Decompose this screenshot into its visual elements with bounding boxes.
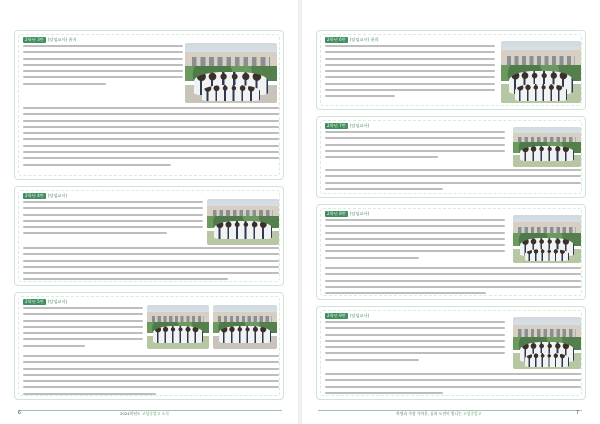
text-line bbox=[325, 83, 495, 85]
text-line bbox=[325, 250, 505, 252]
text-line bbox=[23, 64, 183, 66]
class-label: 2학년 7반 bbox=[327, 123, 346, 128]
class-label: 2학년 4반 bbox=[25, 193, 44, 198]
article-text bbox=[23, 247, 279, 285]
text-line bbox=[23, 113, 279, 115]
class-photo bbox=[501, 41, 581, 103]
text-line bbox=[23, 145, 279, 147]
section-tag bbox=[23, 299, 67, 305]
text-line bbox=[23, 157, 279, 159]
text-line bbox=[23, 164, 171, 166]
article-text bbox=[23, 45, 183, 95]
section-tag bbox=[325, 211, 369, 217]
class-card-1 bbox=[14, 30, 284, 180]
text-line bbox=[23, 220, 203, 222]
class-photo bbox=[213, 305, 277, 349]
text-line bbox=[325, 182, 581, 184]
text-line bbox=[325, 51, 495, 53]
text-line bbox=[23, 247, 279, 249]
class-photo bbox=[513, 317, 581, 369]
text-line bbox=[325, 225, 505, 227]
article-text bbox=[325, 169, 581, 195]
text-line bbox=[325, 373, 581, 375]
class-photo bbox=[185, 43, 277, 103]
text-line bbox=[23, 386, 279, 388]
page-footer bbox=[0, 410, 300, 418]
text-line bbox=[23, 320, 143, 322]
text-line bbox=[23, 138, 279, 140]
text-line bbox=[325, 321, 505, 323]
text-line bbox=[325, 273, 581, 275]
class-card-2 bbox=[14, 186, 284, 286]
text-line bbox=[325, 379, 581, 381]
class-card-3 bbox=[14, 292, 284, 400]
text-line bbox=[325, 267, 581, 269]
class-label: 2학년 3반 bbox=[25, 37, 44, 42]
text-line bbox=[23, 260, 279, 262]
text-line bbox=[325, 257, 419, 259]
text-line bbox=[23, 393, 156, 395]
article-text bbox=[325, 267, 581, 297]
text-line bbox=[23, 332, 143, 334]
section-tag bbox=[325, 313, 369, 319]
text-line bbox=[23, 368, 279, 370]
text-line bbox=[23, 278, 228, 280]
text-line bbox=[325, 76, 495, 78]
page-footer bbox=[300, 410, 600, 418]
text-line bbox=[23, 126, 279, 128]
article-text bbox=[23, 307, 143, 351]
text-line bbox=[23, 326, 143, 328]
article-text bbox=[325, 321, 505, 365]
publication-highlight: 고성중앙고 bbox=[463, 411, 482, 416]
text-line bbox=[23, 272, 279, 274]
text-line bbox=[23, 107, 279, 109]
class-label: 2학년 5반 bbox=[25, 299, 44, 304]
teacher-label: (담임교사) bbox=[349, 313, 370, 318]
text-line bbox=[23, 151, 279, 153]
text-line bbox=[325, 175, 581, 177]
teacher-label: (담임교사) 윤지 bbox=[47, 37, 77, 42]
class-photo bbox=[207, 199, 279, 245]
text-line bbox=[325, 144, 505, 146]
class-card-5 bbox=[316, 116, 586, 198]
text-line bbox=[325, 137, 505, 139]
publication-name bbox=[396, 411, 481, 417]
teacher-label: (담임교사) bbox=[47, 193, 68, 198]
text-line bbox=[325, 244, 505, 246]
teacher-label: (담임교사) bbox=[47, 299, 68, 304]
teacher-label: (담임교사) bbox=[349, 211, 370, 216]
text-line bbox=[325, 352, 505, 354]
text-line bbox=[325, 286, 581, 288]
class-label: 2학년 9반 bbox=[327, 313, 346, 318]
publication-name bbox=[120, 411, 169, 417]
text-line bbox=[23, 201, 203, 203]
publication-prefix: 학생과 가장 가까운, 꿈과 도전이 빛나는 bbox=[396, 411, 464, 416]
article-text bbox=[325, 45, 495, 105]
text-line bbox=[325, 346, 505, 348]
text-line bbox=[325, 238, 505, 240]
text-line bbox=[23, 232, 167, 234]
text-line bbox=[23, 266, 279, 268]
text-line bbox=[23, 45, 183, 47]
text-line bbox=[23, 70, 183, 72]
class-card-6 bbox=[316, 204, 586, 300]
teacher-label: (담임교사) 윤희 bbox=[349, 37, 379, 42]
section-tag bbox=[325, 37, 379, 43]
section-tag bbox=[325, 123, 369, 129]
article-text bbox=[325, 219, 505, 263]
text-line bbox=[23, 338, 143, 340]
text-line bbox=[23, 374, 279, 376]
text-line bbox=[325, 150, 505, 152]
text-line bbox=[23, 355, 279, 357]
text-line bbox=[325, 232, 505, 234]
text-line bbox=[325, 58, 495, 60]
right-page bbox=[300, 0, 600, 424]
text-line bbox=[23, 58, 183, 60]
text-line bbox=[325, 188, 443, 190]
text-line bbox=[23, 380, 279, 382]
text-line bbox=[23, 361, 279, 363]
class-photo bbox=[513, 127, 581, 167]
text-line bbox=[325, 95, 395, 97]
page-number: 6 bbox=[18, 411, 21, 416]
article-text bbox=[23, 107, 279, 177]
article-text bbox=[325, 373, 581, 397]
text-line bbox=[325, 280, 581, 282]
text-line bbox=[23, 345, 85, 347]
text-line bbox=[23, 207, 203, 209]
text-line bbox=[325, 334, 505, 336]
text-line bbox=[325, 340, 505, 342]
text-line bbox=[325, 89, 495, 91]
class-label: 2학년 8반 bbox=[327, 211, 346, 216]
text-line bbox=[23, 307, 143, 309]
text-line bbox=[325, 131, 505, 133]
article-text bbox=[23, 201, 203, 237]
class-photo bbox=[147, 305, 209, 349]
page-number: 7 bbox=[576, 411, 579, 416]
publication-highlight: 고성중앙고 소식 bbox=[141, 411, 169, 416]
text-line bbox=[325, 156, 438, 158]
text-line bbox=[325, 359, 419, 361]
article-text bbox=[23, 355, 279, 397]
article-text bbox=[325, 131, 505, 163]
publication-prefix: 2024학년도 bbox=[120, 411, 142, 416]
text-line bbox=[325, 169, 581, 171]
class-photo bbox=[513, 215, 581, 263]
text-line bbox=[23, 214, 203, 216]
text-line bbox=[325, 292, 486, 294]
text-line bbox=[23, 226, 203, 228]
text-line bbox=[325, 386, 581, 388]
teacher-label: (담임교사) bbox=[349, 123, 370, 128]
section-tag bbox=[23, 37, 77, 43]
text-line bbox=[325, 327, 505, 329]
text-line bbox=[325, 64, 495, 66]
text-line bbox=[325, 392, 443, 394]
text-line bbox=[23, 83, 106, 85]
text-line bbox=[23, 253, 279, 255]
text-line bbox=[23, 120, 279, 122]
text-line bbox=[23, 132, 279, 134]
class-card-4 bbox=[316, 30, 586, 110]
text-line bbox=[325, 219, 505, 221]
class-label: 2학년 6반 bbox=[327, 37, 346, 42]
text-line bbox=[23, 51, 183, 53]
section-tag bbox=[23, 193, 67, 199]
text-line bbox=[325, 45, 495, 47]
text-line bbox=[325, 70, 495, 72]
text-line bbox=[23, 313, 143, 315]
text-line bbox=[23, 76, 183, 78]
class-card-7 bbox=[316, 306, 586, 400]
